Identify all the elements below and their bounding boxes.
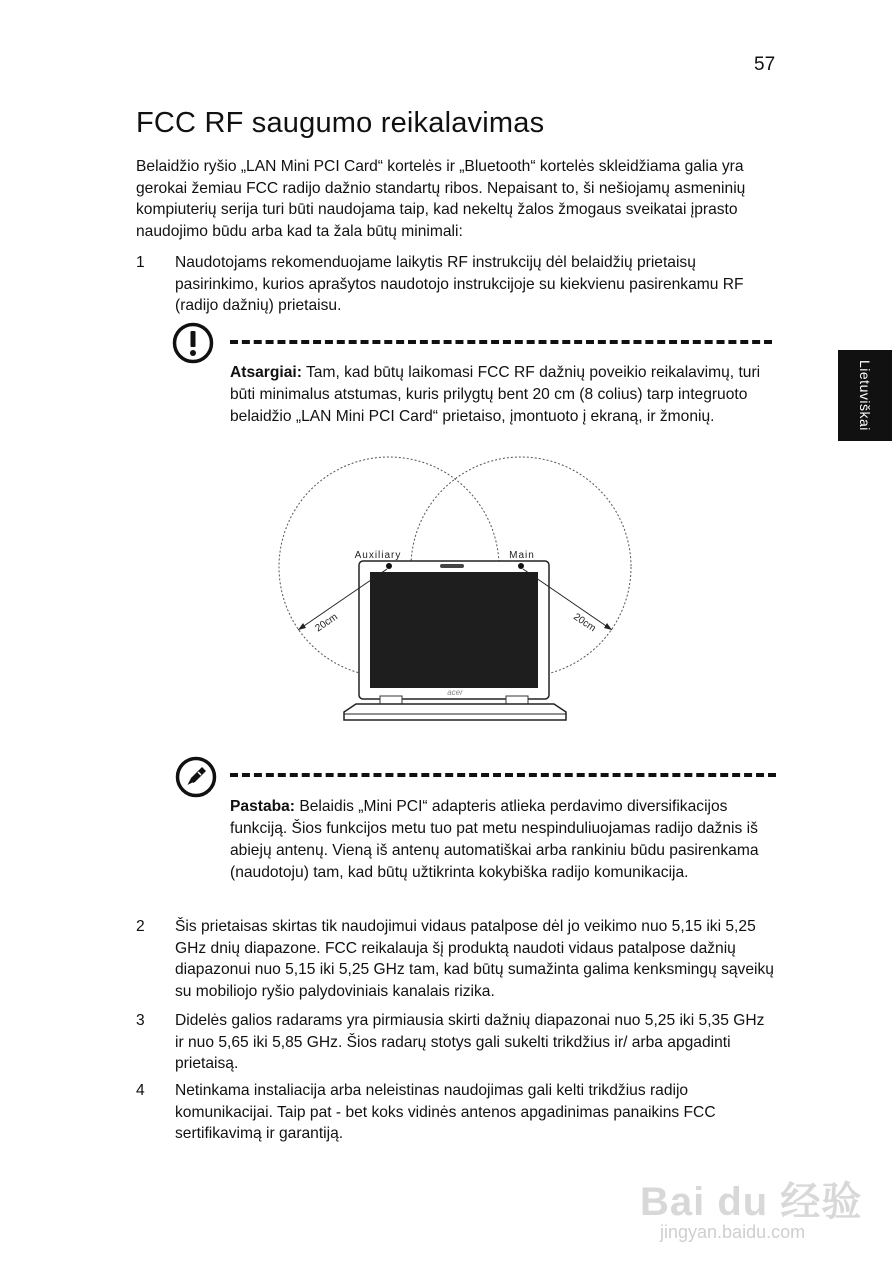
note-text	[230, 796, 770, 884]
laptop-camera	[440, 564, 464, 568]
list-item-text: Didelės galios radarams yra pirmiausia skirti dažnių diapazonai nuo 5,25 iki 5,35 GHz ir nuo 5,65 iki 5,85 GHz. Šios radarų stotys gali sukelti trikdžius ir/ arba apgadinti prietaisą.	[175, 1012, 765, 1072]
note-body: Belaidis „Mini PCI“ adapteris atlieka perdavimo diversifikacijos funkciją. Šios funkcijos metu tuo pat metu nespinduliuojamas radijo dažnis iš abiejų antenų. Vieną iš antenų automatiškai arba rankiniu būdu pasirenkama (naudotoju) tam, kad būtų užtikrinta kokybiška radijo komunikacija.	[230, 798, 759, 881]
page-title: FCC RF saugumo reikalavimas	[136, 107, 545, 139]
language-tab	[838, 350, 892, 441]
language-tab-label: Lietuviškai	[857, 360, 873, 431]
note-divider	[230, 773, 776, 777]
caution-icon	[172, 322, 214, 364]
right-arrowhead	[604, 623, 612, 630]
list-item	[136, 916, 776, 1002]
intro-paragraph: Belaidžio ryšio „LAN Mini PCI Card“ kortelės ir „Bluetooth“ kortelės skleidžiama galia yra gerokai žemiau FCC radijo dažnio standartų ribos. Nepaisant to, ši nešiojamų asmeninių kompiuterių serija turi būti naudojama taip, kad nekeltų žalos žmogaus sveikatai įprasto naudojimo būdu arba kad ta žala būtų minimali:	[136, 158, 746, 240]
caution-body: Tam, kad būtų laikomasi FCC RF dažnių poveikio reikalavimų, turi būti minimalus atstumas, kuris prilygtų bent 20 cm (8 colius) tarp integruoto belaidžio „LAN Mini PCI Card“ prietaiso, įmontuoto į ekraną, ir žmonių.	[230, 364, 761, 425]
right-hinge	[506, 696, 528, 704]
watermark-logo: Bai du 经验	[640, 1180, 863, 1224]
list-item-number: 3	[136, 1012, 145, 1029]
page-number: 57	[754, 54, 776, 75]
auxiliary-antenna	[386, 563, 392, 569]
list-item	[136, 252, 776, 317]
caution-label: Atsargiai:	[230, 364, 302, 381]
note-icon	[175, 756, 217, 798]
brand-logo: acer	[447, 688, 463, 697]
laptop-screen	[370, 572, 538, 688]
left-hinge	[380, 696, 402, 704]
list-item-text: Netinkama instaliacija arba neleistinas naudojimas gali kelti trikdžius radijo komunikacijai. Taip pat - bet koks vidinės antenos apgadinimas panaikins FCC sertifikavimą ir garantiją.	[175, 1082, 716, 1142]
list-item-text: Naudotojams rekomenduojame laikytis RF instrukcijų dėl belaidžių prietaisų pasirinkimo, kurios aprašytos naudotojo instrukcijoje su kiekvienu pasirenkamu RF (radijo dažnių) prietaisu.	[175, 254, 744, 314]
caution-text	[230, 362, 770, 428]
note-label: Pastaba:	[230, 798, 296, 815]
main-label: Main	[509, 550, 535, 561]
main-antenna	[518, 563, 524, 569]
list-item	[136, 1080, 776, 1145]
list-item-text: Šis prietaisas skirtas tik naudojimui vidaus patalpose dėl jo veikimo nuo 5,15 iki 5,25 GHz dnių diapazone. FCC reikalauja šį produktą naudoti vidaus patalpose dažnių diapazonui nuo 5,15 iki 5,25 GHz tam, kad būtų sumažinta galima kenksmingų sąveikų su mobiliojo ryšio palydoviniais kanalais rizika.	[175, 918, 774, 1000]
list-item-number: 2	[136, 918, 145, 935]
list-item-number: 1	[136, 254, 145, 271]
left-arrowhead	[298, 623, 306, 630]
watermark-url: jingyan.baidu.com	[660, 1222, 806, 1242]
list-item-number: 4	[136, 1082, 145, 1099]
auxiliary-label: Auxiliary	[354, 550, 402, 561]
left-distance-label: 20cm	[313, 611, 340, 635]
right-distance-label: 20cm	[571, 611, 598, 635]
laptop-base	[344, 704, 566, 720]
caution-divider	[230, 340, 772, 344]
list-item	[136, 1010, 776, 1075]
antenna-diagram	[270, 450, 640, 730]
